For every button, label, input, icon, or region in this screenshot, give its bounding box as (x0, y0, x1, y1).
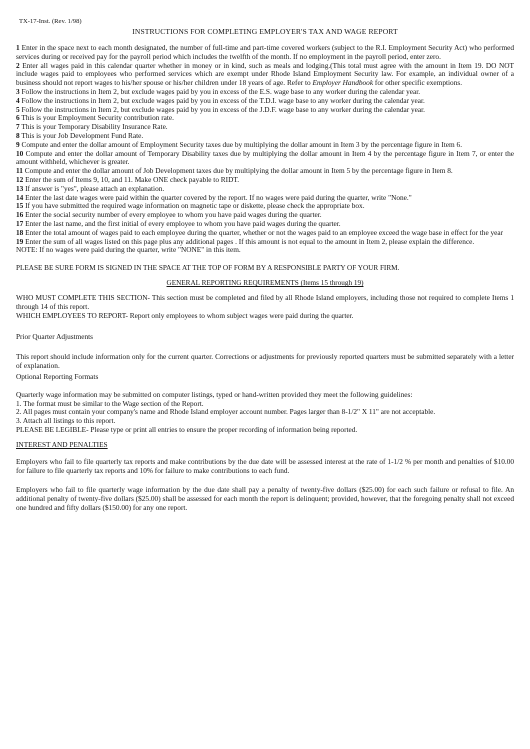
who-must-complete: WHO MUST COMPLETE THIS SECTION- This section must be completed and filed by all Rhode Island employers, including those not required to complete Items 1 through 14 of this report. (16, 293, 514, 311)
signature-notice: PLEASE BE SURE FORM IS SIGNED IN THE SPACE AT THE TOP OF FORM BY A RESPONSIBLE PARTY OF YOUR FIRM. (16, 264, 400, 273)
interest-paragraph-2: Employers who fail to file quarterly wage information by the due date shall pay a penalty of twenty-five dollars ($25.00) for each such failure or refusal to file. An additional penalty of twenty-five dollars ($25.00) shall be assessed for each month the report is delinquent; provided, however, that the foregoing penalty shall not exceed one hundred and fifty dollars ($150.00) for any one report. (16, 485, 514, 512)
prior-quarter-heading: Prior Quarter Adjustments (16, 331, 94, 341)
instruction-item: 1 Enter in the space next to each month designated, the number of full-time and part-time covered workers (subject to the R.I. Employment Security Act) who performed services during or received pay for the payroll period which includes the twelfth of the month. If no employment in the payroll period, enter zero. (16, 43, 515, 61)
instruction-item: 13 If answer is "yes", please attach an explanation. (16, 183, 165, 193)
page-title: INSTRUCTIONS FOR COMPLETING EMPLOYER'S TAX AND WAGE REPORT (132, 27, 398, 36)
instruction-item: 3 Follow the instructions in Item 2, but exclude wages paid by you in excess of the E.S. wage base to any worker during the calendar year. (16, 86, 421, 96)
general-requirements-heading: GENERAL REPORTING REQUIREMENTS (Items 15 through 19) (166, 279, 364, 288)
instruction-item: 11 Compute and enter the dollar amount of Job Development taxes due by multiplying the dollar amount in Item 5 by the percentage figure in Item 8. (16, 166, 453, 176)
instruction-item: 6 This is your Employment Security contribution rate. (16, 113, 174, 123)
instruction-item: 4 Follow the instructions in Item 2, but exclude wages paid by you in excess of the T.D.I. wage base to any worker during the calendar year. (16, 95, 425, 105)
optional-guideline-3: 3. Attach all listings to this report. (16, 416, 116, 426)
instruction-items (16, 44, 514, 255)
interest-paragraph-1: Employers who fail to file quarterly tax reports and make contributions by the due date will be assessed interest at the rate of 1-1/2 % per month and penalties of $10.00 for failure to file quarterly tax reports and 10% for failure to make contributions to each fund. (16, 457, 514, 476)
instruction-item: 14 Enter the last date wages were paid within the quarter covered by the report. If no wages were paid during the quarter, write "None." (16, 192, 412, 202)
instruction-item: 7 This is your Temporary Disability Insurance Rate. (16, 122, 168, 132)
instruction-item: 19 Enter the sum of all wages listed on this page plus any additional pages . If this amount is not equal to the amount in Item 2, please explain the difference. (16, 236, 475, 246)
optional-guideline-2: 2. All pages must contain your company's name and Rhode Island employer account number. Pages larger than 8-1/2" X 11" are not acceptable. (16, 407, 436, 417)
instruction-item: 16 Enter the social security number of every employee to whom you have paid wages during the quarter. (16, 210, 322, 220)
note: NOTE: If no wages were paid during the quarter, write "NONE" in this item. (16, 245, 241, 255)
instruction-item: 15 If you have submitted the required wage information on magnetic tape or diskette, please check the appropriate box. (16, 201, 365, 211)
instruction-item: 12 Enter the sum of Items 9, 10, and 11. Make ONE check payable to RIDT. (16, 174, 240, 184)
instructions-page (16, 18, 514, 512)
optional-formats-intro: Quarterly wage information may be submitted on computer listings, typed or hand-written provided they meet the following guidelines: (16, 389, 413, 399)
prior-quarter-text: This report should include information only for the current quarter. Corrections or adjustments for previously reported quarters must be submitted separately with a letter of explanation. (16, 352, 514, 371)
interest-penalties-heading: INTEREST AND PENALTIES (16, 439, 108, 449)
form-number: TX-17-Inst. (Rev. 1/98) (19, 18, 82, 25)
which-employees: WHICH EMPLOYEES TO REPORT- Report only employees to whom subject wages were paid during the quarter. (16, 310, 354, 320)
instruction-item: 2 Enter all wages paid in this calendar quarter whether in money or in kind, such as meals and lodging.(This total must agree with the amount in Item 19. DO NOT include wages paid to employees who performed services which are exempt under Rhode Island Employment Security law. For example, an individual owner of a business should not report wages to his/her spouse or his/her children under 18 years of age. Refer to Employer Handbook for other specific exemptions. (16, 60, 514, 88)
optional-formats-heading: Optional Reporting Formats (16, 371, 99, 381)
optional-guideline-1: 1. The format must be similar to the Wage section of the Report. (16, 398, 204, 408)
instruction-item: 8 This is your Job Development Fund Rate. (16, 130, 144, 140)
instruction-item: 9 Compute and enter the dollar amount of Employment Security taxes due by multiplying the dollar amount in Item 3 by the percentage figure in Item 6. (16, 139, 463, 149)
instruction-item: 18 Enter the total amount of wages paid to each employee during the quarter, whether or not the wages paid to an employee exceed the wage base in effect for the year (16, 227, 504, 237)
instruction-item: 10 Compute and enter the dollar amount of Temporary Disability taxes due by multiplying the dollar amount in Item 4 by the percentage figure in Item 7, or enter the amount withheld, whichever is greater. (16, 148, 514, 167)
instruction-item: 5 Follow the instructions in Item 2, but exclude wages paid by you in excess of the J.D.F. wage base to any worker during the calendar year. (16, 104, 425, 114)
instruction-item: 17 Enter the last name, and the first initial of every employee to whom you have paid wages during the quarter. (16, 218, 341, 228)
be-legible-notice: PLEASE BE LEGIBLE- Please type or print all entries to ensure the proper recording of information being reported. (16, 424, 358, 434)
